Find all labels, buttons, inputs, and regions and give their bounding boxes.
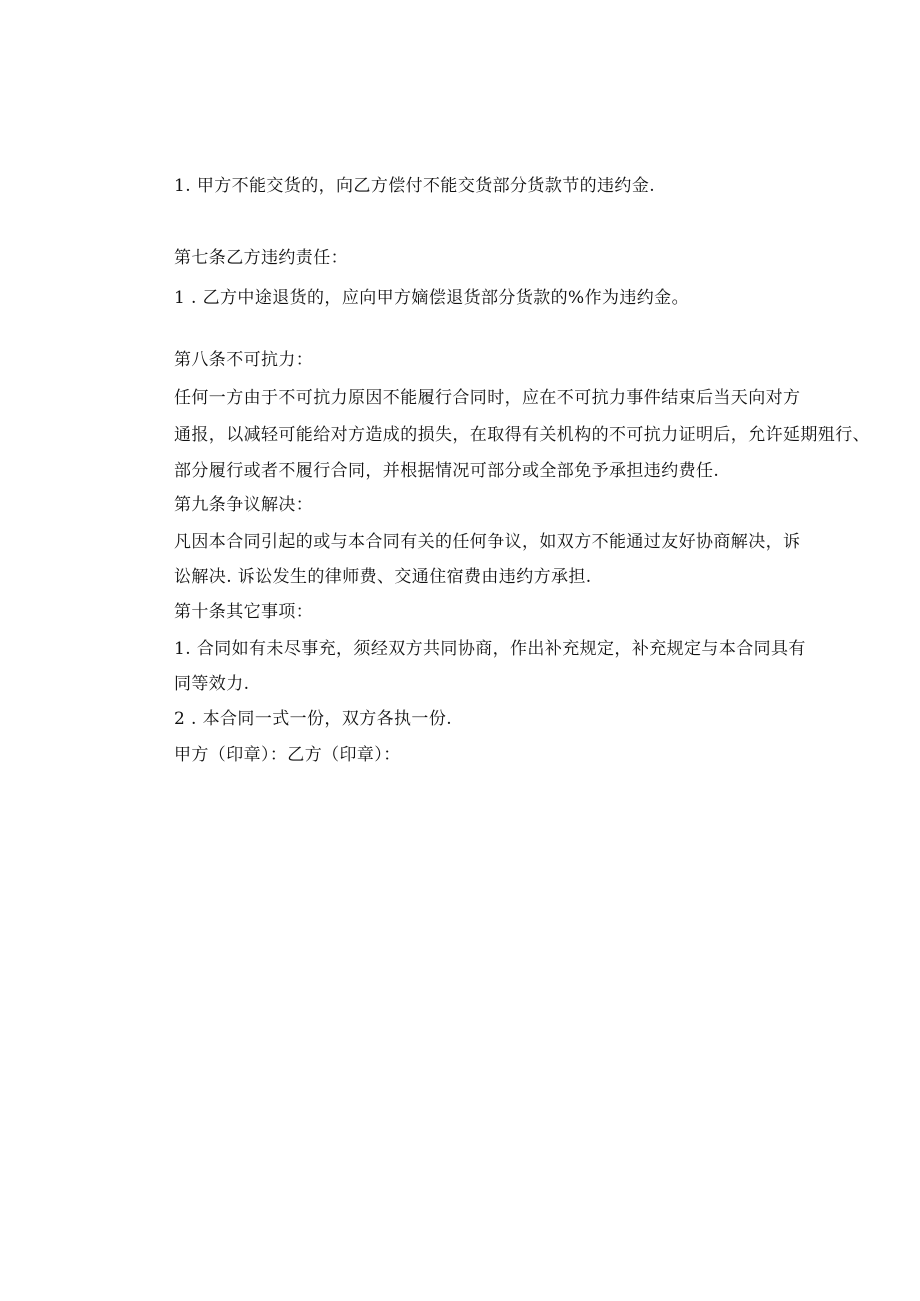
article-9-paragraph-line-1: 凡因本合同引起的或与本合同有关的任何争议，如双方不能通过友好协商解决，诉 — [174, 532, 801, 552]
penalty-clause-line: 1. 甲方不能交货的，向乙方偿付不能交货部分货款节的违约金. — [174, 176, 656, 196]
article-10-item-2: 2 . 本合同一式一份，双方各执一份. — [174, 709, 453, 729]
article-8-paragraph-line-1: 任何一方由于不可抗力原因不能履行合同时，应在不可抗力事件结束后当天向对方 — [174, 388, 801, 408]
article-10-item-1-line-1: 1. 合同如有未尽事充，须经双方共同协商，作出补充规定，补充规定与本合同具有 — [174, 639, 806, 659]
article-7-title: 第七条乙方违约责任： — [174, 248, 348, 268]
article-8-title: 第八条不可抗力： — [174, 350, 314, 370]
article-8-paragraph-line-3: 部分履行或者不履行合同，并根据情况可部分或全部免予承担违约费任. — [174, 461, 720, 481]
signature-line: 甲方（印章）：乙方（印章）： — [174, 745, 401, 765]
article-8-paragraph-line-2: 通报，以减轻可能给对方造成的损失，在取得有关机构的不可抗力证明后，允许延期殂行、 — [174, 425, 870, 445]
article-10-title: 第十条其它事项： — [174, 602, 314, 622]
article-10-item-1-line-2: 同等效力. — [174, 674, 250, 694]
article-9-title: 第九条争议解决： — [174, 495, 314, 515]
article-9-paragraph-line-2: 讼解决. 诉讼发生的律师费、交通住宿费由违约方承担. — [174, 567, 592, 587]
article-7-item-1: 1 . 乙方中途退货的，应向甲方嫡偿退货部分货款的%作为违约金。 — [174, 288, 689, 308]
